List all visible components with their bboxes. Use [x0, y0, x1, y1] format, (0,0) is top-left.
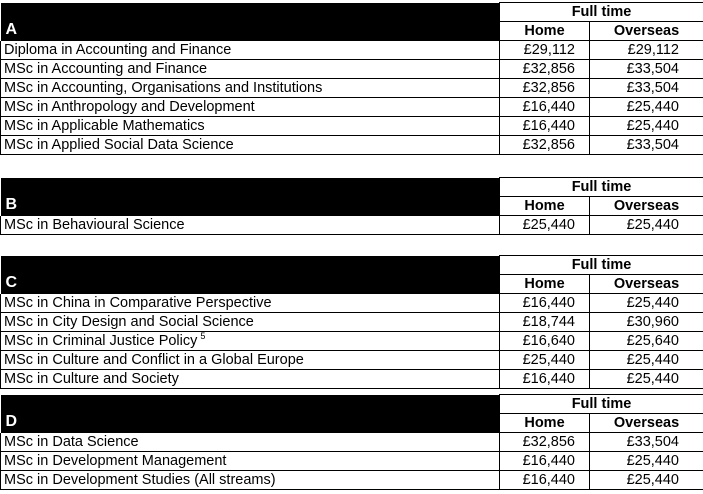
overseas-header: Overseas — [590, 275, 703, 294]
table-row — [1, 452, 703, 471]
table-row — [1, 471, 703, 490]
home-header: Home — [500, 22, 590, 41]
home-fee: £16,440 — [500, 294, 590, 313]
overseas-header: Overseas — [590, 414, 703, 433]
table-row — [1, 98, 703, 117]
footnote-marker: 5 — [200, 331, 206, 341]
home-header: Home — [500, 197, 590, 216]
home-fee: £32,856 — [500, 60, 590, 79]
home-fee: £16,440 — [500, 471, 590, 490]
table-row — [1, 117, 703, 136]
full-time-header: Full time — [500, 178, 703, 197]
fee-section-a — [0, 2, 703, 155]
home-fee: £32,856 — [500, 79, 590, 98]
programme-name-text: MSc in Criminal Justice Policy — [4, 333, 198, 349]
table-row — [1, 351, 703, 370]
programme-name: MSc in Development Management — [1, 452, 500, 471]
programme-name: MSc in City Design and Social Science — [1, 313, 500, 332]
full-time-header: Full time — [500, 3, 703, 22]
home-header: Home — [500, 275, 590, 294]
overseas-fee: £25,440 — [590, 294, 703, 313]
home-fee: £18,744 — [500, 313, 590, 332]
home-fee: £25,440 — [500, 351, 590, 370]
overseas-fee: £25,640 — [590, 332, 703, 351]
table-row — [1, 216, 703, 235]
home-fee: £16,640 — [500, 332, 590, 351]
overseas-fee: £25,440 — [590, 351, 703, 370]
table-row — [1, 136, 703, 155]
fee-section-d — [0, 394, 703, 490]
overseas-fee: £25,440 — [590, 471, 703, 490]
programme-name: MSc in China in Comparative Perspective — [1, 294, 500, 313]
full-time-header: Full time — [500, 256, 703, 275]
table-row — [1, 79, 703, 98]
table-row — [1, 433, 703, 452]
table-row — [1, 294, 703, 313]
home-fee: £32,856 — [500, 136, 590, 155]
home-fee: £16,440 — [500, 452, 590, 471]
home-fee: £16,440 — [500, 98, 590, 117]
section-letter: C — [1, 256, 500, 294]
home-fee: £16,440 — [500, 117, 590, 136]
fee-section-c — [0, 255, 703, 389]
home-fee: £16,440 — [500, 370, 590, 389]
full-time-header: Full time — [500, 395, 703, 414]
programme-name — [1, 332, 500, 351]
programme-name: MSc in Anthropology and Development — [1, 98, 500, 117]
section-letter: D — [1, 395, 500, 433]
programme-name: MSc in Accounting and Finance — [1, 60, 500, 79]
overseas-fee: £33,504 — [590, 60, 703, 79]
section-letter: A — [1, 3, 500, 41]
overseas-fee: £25,440 — [590, 117, 703, 136]
programme-name: Diploma in Accounting and Finance — [1, 41, 500, 60]
overseas-fee: £29,112 — [590, 41, 703, 60]
programme-name: MSc in Development Studies (All streams) — [1, 471, 500, 490]
fee-table — [0, 177, 703, 235]
programme-name: MSc in Culture and Conflict in a Global Europe — [1, 351, 500, 370]
home-fee: £32,856 — [500, 433, 590, 452]
table-row — [1, 313, 703, 332]
overseas-fee: £33,504 — [590, 79, 703, 98]
fee-table — [0, 2, 703, 155]
table-row — [1, 370, 703, 389]
table-row — [1, 60, 703, 79]
overseas-fee: £33,504 — [590, 433, 703, 452]
overseas-fee: £25,440 — [590, 452, 703, 471]
fee-table — [0, 255, 703, 389]
home-fee: £29,112 — [500, 41, 590, 60]
section-letter: B — [1, 178, 500, 216]
programme-name: MSc in Applied Social Data Science — [1, 136, 500, 155]
home-header: Home — [500, 414, 590, 433]
overseas-header: Overseas — [590, 197, 703, 216]
programme-name: MSc in Applicable Mathematics — [1, 117, 500, 136]
table-row — [1, 332, 703, 351]
overseas-fee: £30,960 — [590, 313, 703, 332]
programme-name: MSc in Accounting, Organisations and Institutions — [1, 79, 500, 98]
table-row — [1, 41, 703, 60]
programme-name: MSc in Data Science — [1, 433, 500, 452]
home-fee: £25,440 — [500, 216, 590, 235]
overseas-fee: £25,440 — [590, 216, 703, 235]
overseas-fee: £33,504 — [590, 136, 703, 155]
overseas-fee: £25,440 — [590, 370, 703, 389]
programme-name: MSc in Culture and Society — [1, 370, 500, 389]
programme-name: MSc in Behavioural Science — [1, 216, 500, 235]
fee-table — [0, 394, 703, 490]
fee-section-b — [0, 177, 703, 235]
overseas-header: Overseas — [590, 22, 703, 41]
overseas-fee: £25,440 — [590, 98, 703, 117]
